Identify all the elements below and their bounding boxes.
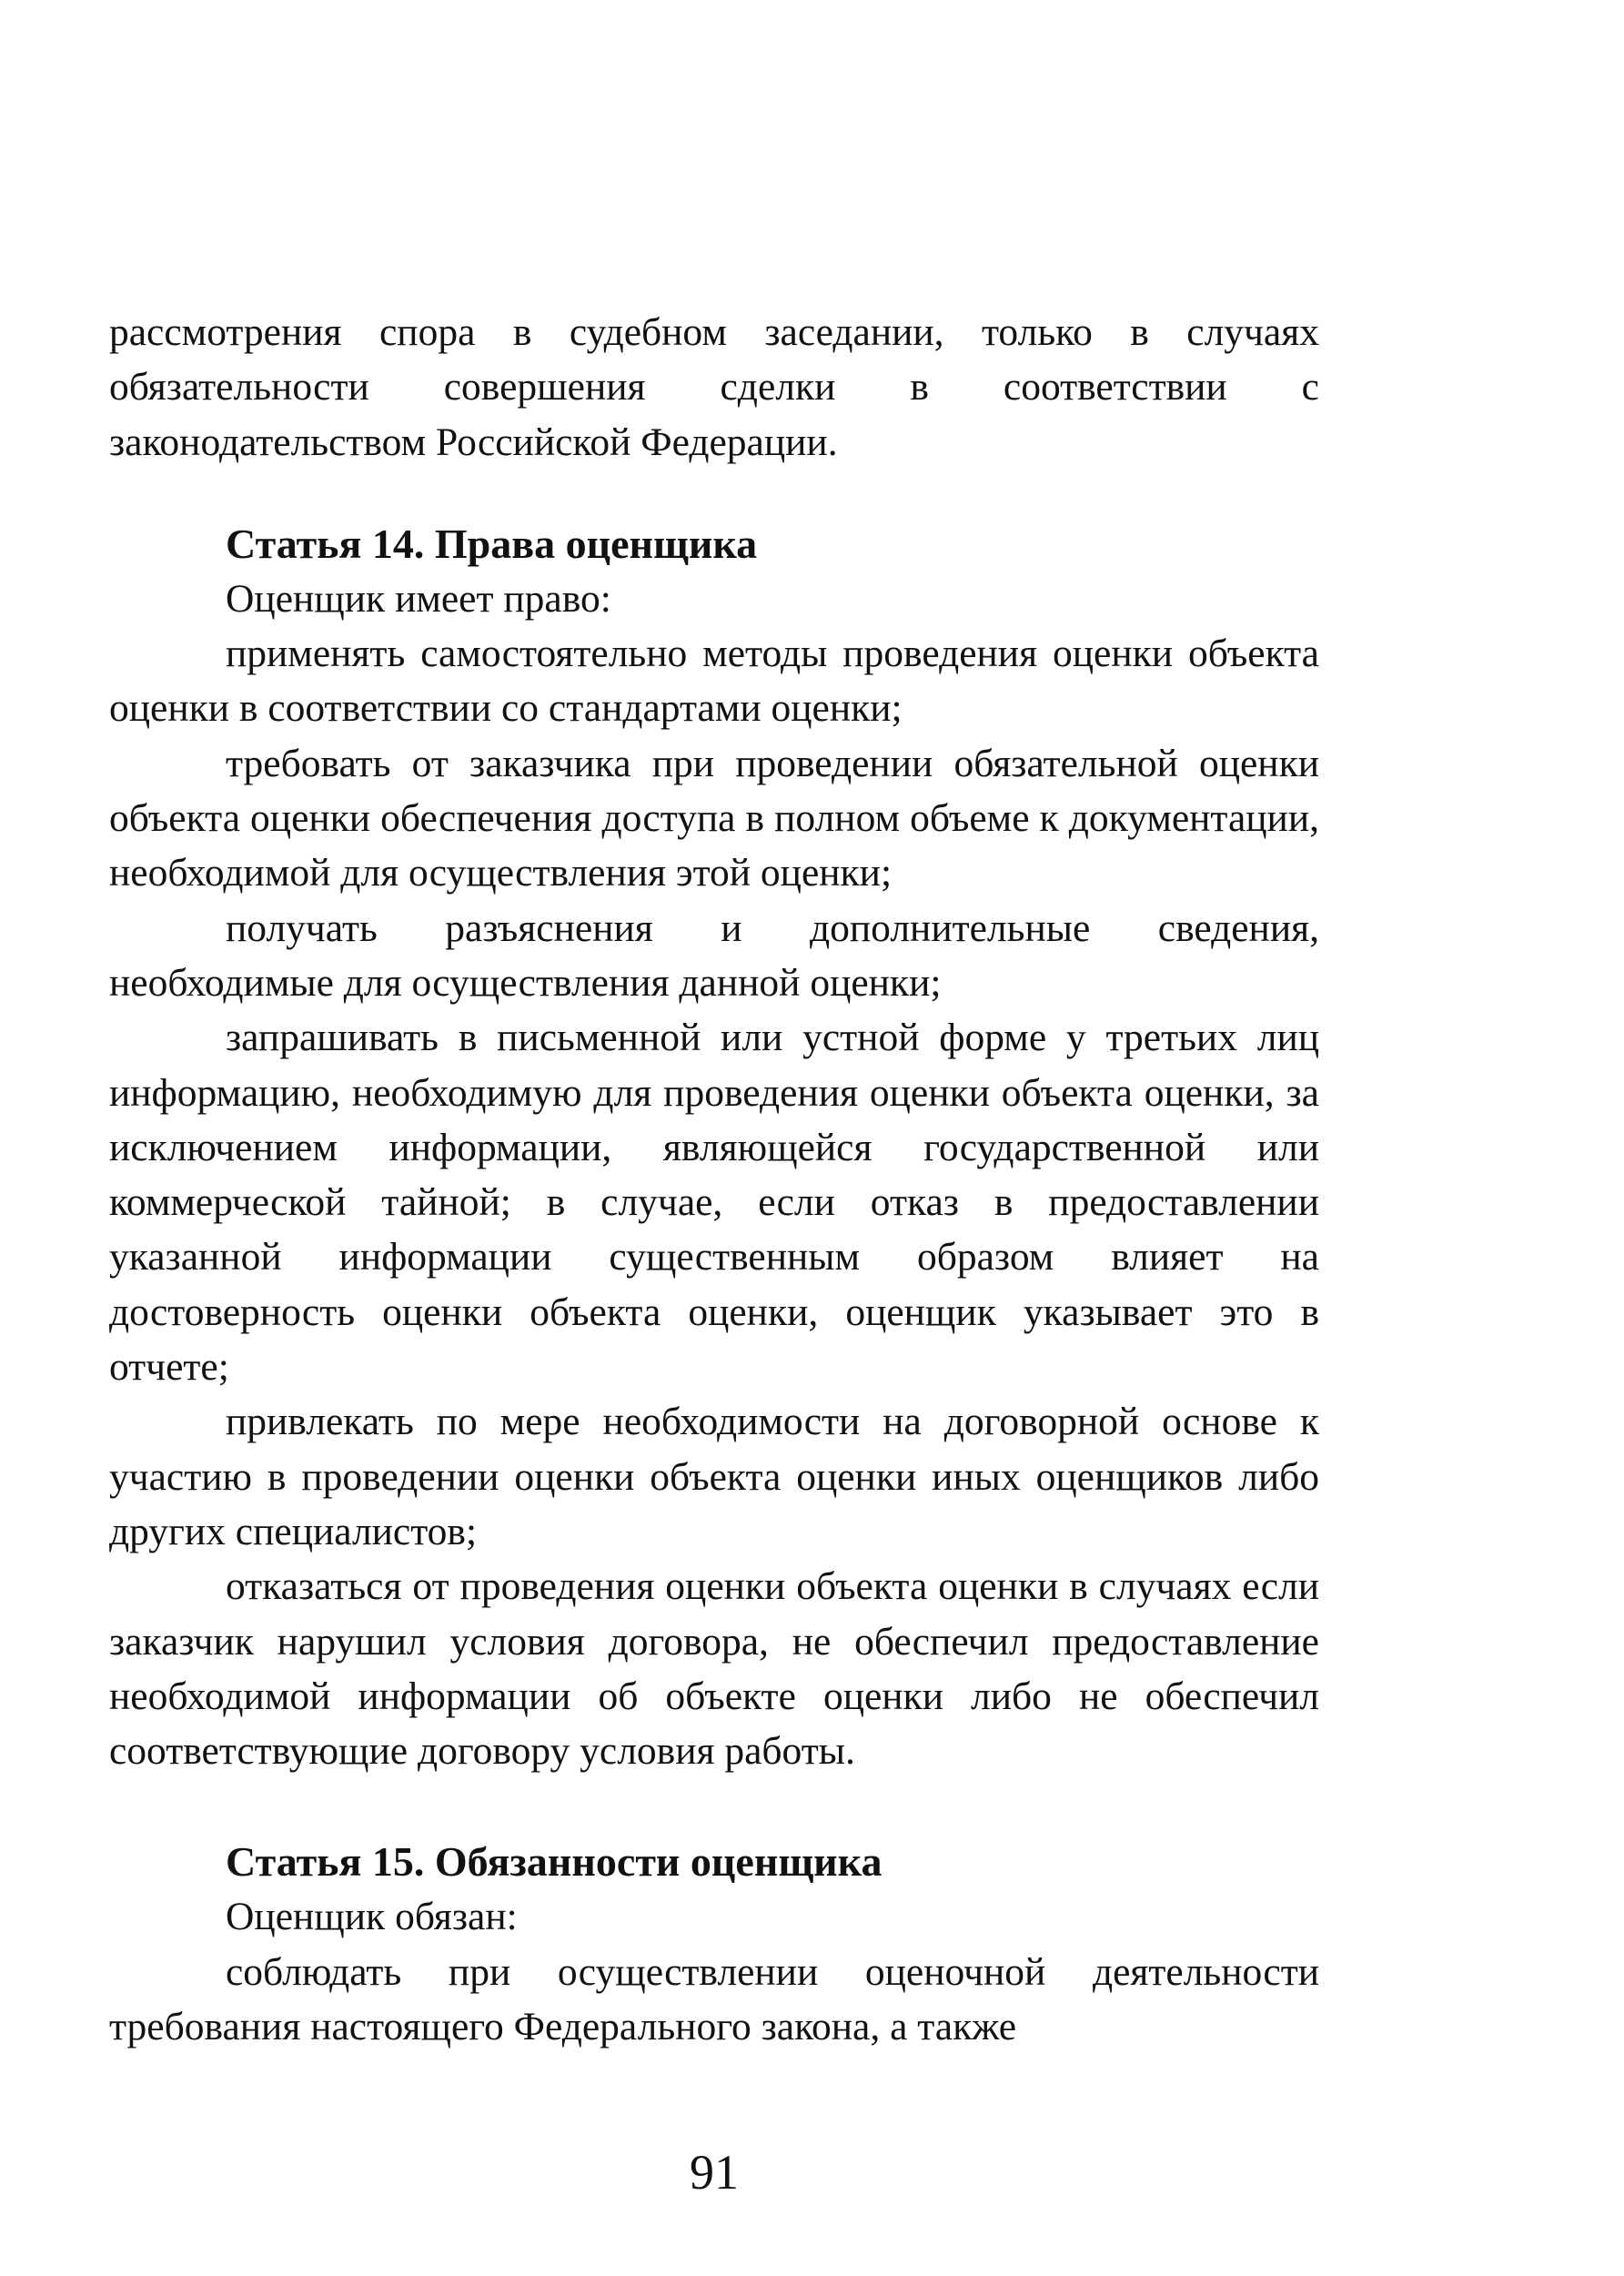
- article-14-item: получать разъяснения и дополнительные сведения, необходимые для осуществления данной оценки;: [109, 905, 1319, 1005]
- page-number: 91: [690, 2145, 739, 2200]
- article-14-intro: Оценщик имеет право:: [226, 576, 611, 621]
- page-body: [109, 305, 1319, 2054]
- article-14-item: применять самостоятельно методы проведения оценки объекта оценки в соответствии со стандартами оценки;: [109, 632, 1319, 731]
- continuation-paragraph: рассмотрения спора в судебном заседании, только в случаях обязательности совершения сделки в соответствии с законодательством Российской Федерации.: [109, 310, 1319, 464]
- article-14-heading: Статья 14. Права оценщика: [226, 520, 758, 567]
- article-14-item: отказаться от проведения оценки объекта оценки в случаях если заказчик нарушил условия договора, не обеспечил предоставление необходимой информации об объекте оценки либо не обеспечил соответствующие договору условия работы.: [109, 1564, 1319, 1774]
- spacer: [109, 470, 1319, 517]
- article-14-item: привлекать по мере необходимости на договорной основе к участию в проведении оценки объекта оценки иных оценщиков либо других специалистов;: [109, 1400, 1319, 1553]
- article-15-item: соблюдать при осуществлении оценочной деятельности требования настоящего Федерального закона, а также: [109, 1949, 1319, 2049]
- article-14-item: требовать от заказчика при проведении обязательной оценки объекта оценки обеспечения доступа в полном объеме к документации, необходимой для осуществления этой оценки;: [109, 741, 1319, 895]
- article-14-item: запрашивать в письменной или устной форме у третьих лиц информацию, необходимую для проведения оценки объекта оценки, за исключением информации, являющейся государственной или коммерческой тайной; в случае, если отказ в предоставлении указанной информации существенным образом влияет на достоверность оценки объекта оценки, оценщик указывает это в отчете;: [109, 1016, 1319, 1390]
- article-15-intro: Оценщик обязан:: [226, 1895, 518, 1939]
- spacer: [109, 1778, 1319, 1835]
- article-15-heading: Статья 15. Обязанности оценщика: [226, 1838, 883, 1886]
